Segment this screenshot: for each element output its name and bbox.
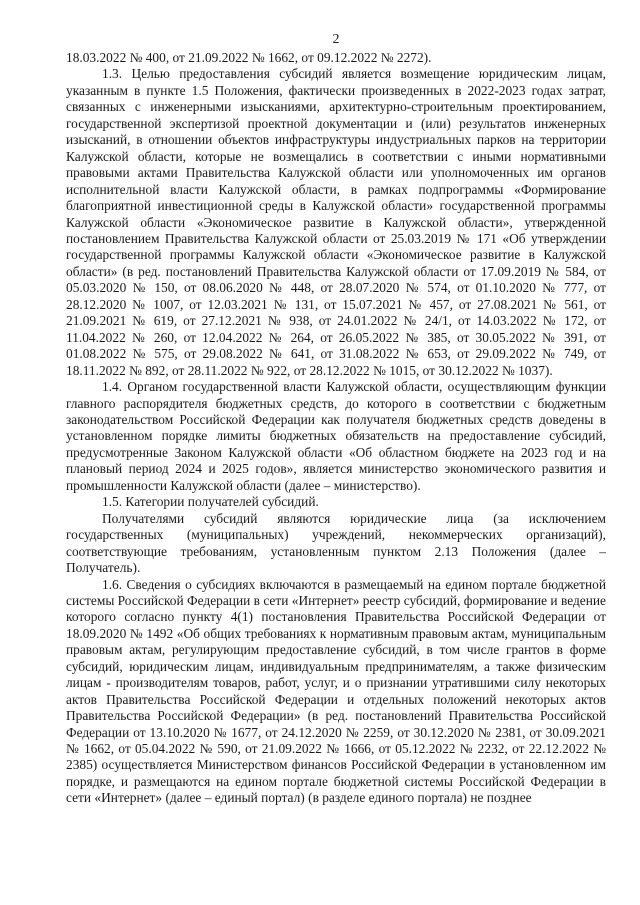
- paragraph-1-5-recipient-categories: 1.5. Категории получателей субсидий.: [102, 494, 319, 510]
- paragraph-1-6-subsidy-registry: 1.6. Сведения о субсидиях включаются в размещаемый на едином портале бюджетной системы Российской Федерации в сети «Интернет» реестр субсидий, формирование и ведение которого согласно пункту 4(1) постановления Правительства Российской Федерации от 18.09.2020 № 1492 «Об общих требованиях к нормативным правовым актам, муниципальным правовым актам, регулирующим предоставление субсидий, в том числе грантов в форме субсидий, юридическим лицам, индивидуальным предпринимателям, а также физическим лицам - производителям товаров, работ, услуг, и о признании утратившими силу некоторых актов Правительства Российской Федерации и отдельных положений некоторых актов Правительства Российской Федерации» (в ред. постановлений Правительства Российской Федерации от 13.10.2020 № 1677, от 24.12.2020 № 2259, от 30.12.2020 № 2381, от 30.09.2021 № 1662, от 05.04.2022 № 590, от 21.09.2022 № 1666, от 05.12.2022 № 2232, от 22.12.2022 № 2385) осуществляется Министерством финансов Российской Федерации в установленном им порядке, и размещаются на едином портале бюджетной системы Российской Федерации в сети «Интернет» (далее – единый портал) (в разделе единого портала) не позднее: [66, 576, 606, 806]
- paragraph-recipients-definition: Получателями субсидий являются юридические лица (за исключением государственных (муниципальных) учреждений, некоммерческих организаций), соответствующие требованиям, установленным пунктом 2.13 Положения (далее – Получатель).: [66, 510, 606, 576]
- paragraph-1-4-budget-authority: 1.4. Органом государственной власти Калужской области, осуществляющим функции главного распорядителя бюджетных средств, до которого в соответствии с бюджетным законодательством Российской Федерации как получателя бюджетных средств доведены в установленном порядке лимиты бюджетных обязательств на предоставление субсидий, предусмотренные Законом Калужской области «Об областном бюджете на 2023 год и на плановый период 2024 и 2025 годов», является министерство экономического развития и промышленности Калужской области (далее – министерство).: [66, 379, 606, 493]
- document-body: [66, 50, 606, 807]
- paragraph-1-3-subsidy-purpose: 1.3. Целью предоставления субсидий является возмещение юридическим лицам, указанным в пункте 1.5 Положения, фактически произведенных в 2022-2023 годах затрат, связанных с инженерными изысканиями, архитектурно-строительным проектированием, государственной экспертизой проектной документации и (или) результатов инженерных изысканий, в отношении объектов инфраструктуры индустриальных парков на территории Калужской области, которые не возмещались в соответствии с иными нормативными правовыми актами Правительства Калужской области или уполномоченных им органов исполнительной власти Калужской области, в рамках подпрограммы «Формирование благоприятной инвестиционной среды в Калужской области» государственной программы Калужской области «Экономическое развитие в Калужской области», утвержденной постановлением Правительства Калужской области от 25.03.2019 № 171 «Об утверждении государственной программы Калужской области «Экономическое развитие в Калужской области» (в ред. постановлений Правительства Калужской области от 17.09.2019 № 584, от 05.03.2020 № 150, от 08.06.2020 № 448, от 28.07.2020 № 574, от 01.10.2020 № 777, от 28.12.2020 № 1007, от 12.03.2021 № 131, от 15.07.2021 № 457, от 27.08.2021 № 561, от 21.09.2021 № 619, от 27.12.2021 № 938, от 24.01.2022 № 24/1, от 14.03.2022 № 172, от 11.04.2022 № 260, от 12.04.2022 № 264, от 26.05.2022 № 385, от 30.05.2022 № 391, от 01.08.2022 № 575, от 29.08.2022 № 641, от 31.08.2022 № 653, от 29.09.2022 № 749, от 18.11.2022 № 892, от 28.11.2022 № 922, от 28.12.2022 № 1015, от 30.12.2022 № 1037).: [66, 66, 606, 378]
- page-number: 2: [332, 32, 340, 47]
- paragraph-continuation: 18.03.2022 № 400, от 21.09.2022 № 1662, от 09.12.2022 № 2272).: [66, 50, 432, 65]
